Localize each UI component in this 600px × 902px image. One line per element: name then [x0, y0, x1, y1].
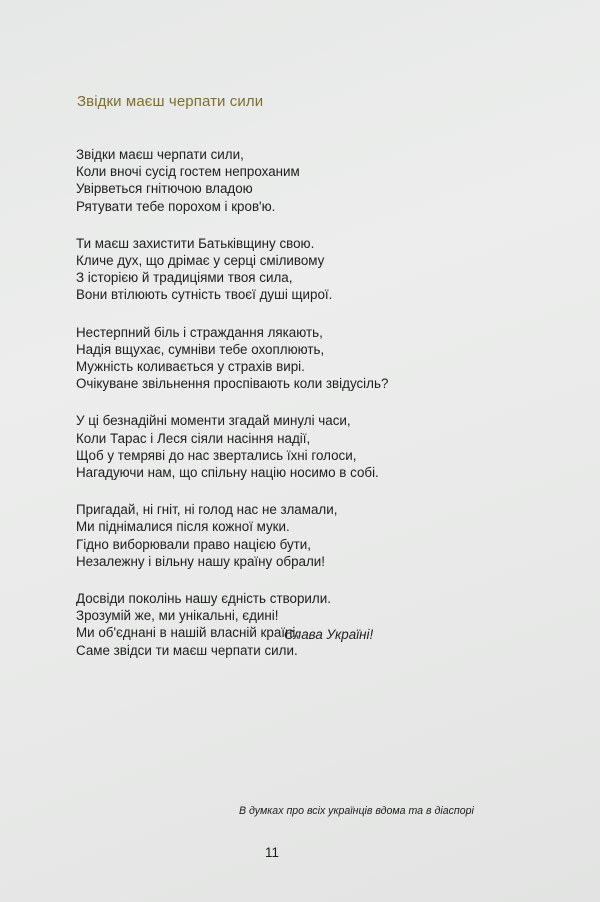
poem-line: Саме звідси ти маєш черпати сили. [76, 642, 298, 658]
poem-line: Ти маєш захистити Батьківщину свою. [76, 235, 315, 251]
poem-body [76, 146, 456, 679]
page-number: 11 [265, 845, 279, 860]
poem-line: Ми об'єднані в нашій власній країні, [76, 625, 300, 641]
poem-line: Звідки маєш черпати сили, [76, 147, 244, 162]
stanza [76, 501, 456, 570]
dedication-note: В думках про всіх українців вдома та в діаспорі [239, 805, 474, 817]
poem-line: З історією й традиціями твоя сила, [76, 270, 293, 286]
stanza [76, 412, 456, 481]
poem-line: Надія вщухає, сумніви тебе охоплюють, [76, 341, 325, 357]
poem-title: Звідки маєш черпати сили [77, 93, 264, 110]
poem-line: Нагадуючи нам, що спільну націю носимо в собі. [76, 465, 379, 481]
poem-line: Нестерпний біль і страждання лякають, [76, 324, 323, 340]
poem-line: У ці безнадійні моменти згадай минулі часи, [76, 413, 351, 429]
poem-line: Рятувати тебе порохом і кров'ю. [76, 198, 276, 214]
poem-line: Гідно виборювали право нацією бути, [76, 536, 311, 552]
poem-line: Коли вночі сусід гостем непроханим [76, 164, 300, 180]
poem-line: Кличе дух, що дрімає у серці сміливому [76, 253, 325, 269]
poem-line: Досвіди поколінь нашу єдність створили. [76, 591, 331, 607]
poem-line: Увірветься гнітючою владою [76, 181, 253, 197]
stanza [76, 235, 456, 304]
poem-line: Незалежну і вільну нашу країну обрали! [76, 553, 325, 569]
stanza [76, 590, 456, 659]
poem-line: Щоб у темряві до нас звертались їхні голоси, [76, 447, 357, 463]
poem-line: Очікуване звільнення проспівають коли звідусіль? [76, 376, 389, 392]
poem-line: Пригадай, ні гніт, ні голод нас не зламали, [76, 502, 338, 518]
poem-line: Мужність коливається у страхів вирі. [76, 359, 305, 375]
poem-line: Зрозумій же, ми унікальні, єдині! [76, 608, 279, 624]
poem-line: Коли Тарас і Леся сіяли насіння надії, [76, 430, 311, 446]
stanza [76, 146, 456, 215]
stanza [76, 324, 456, 393]
poem-line: Ми піднімалися після кожної муки. [76, 519, 290, 535]
poem-line: Вони втілюють сутність твоєї душі щирої. [76, 287, 333, 303]
closing-salute: Слава Україні! [284, 627, 374, 642]
